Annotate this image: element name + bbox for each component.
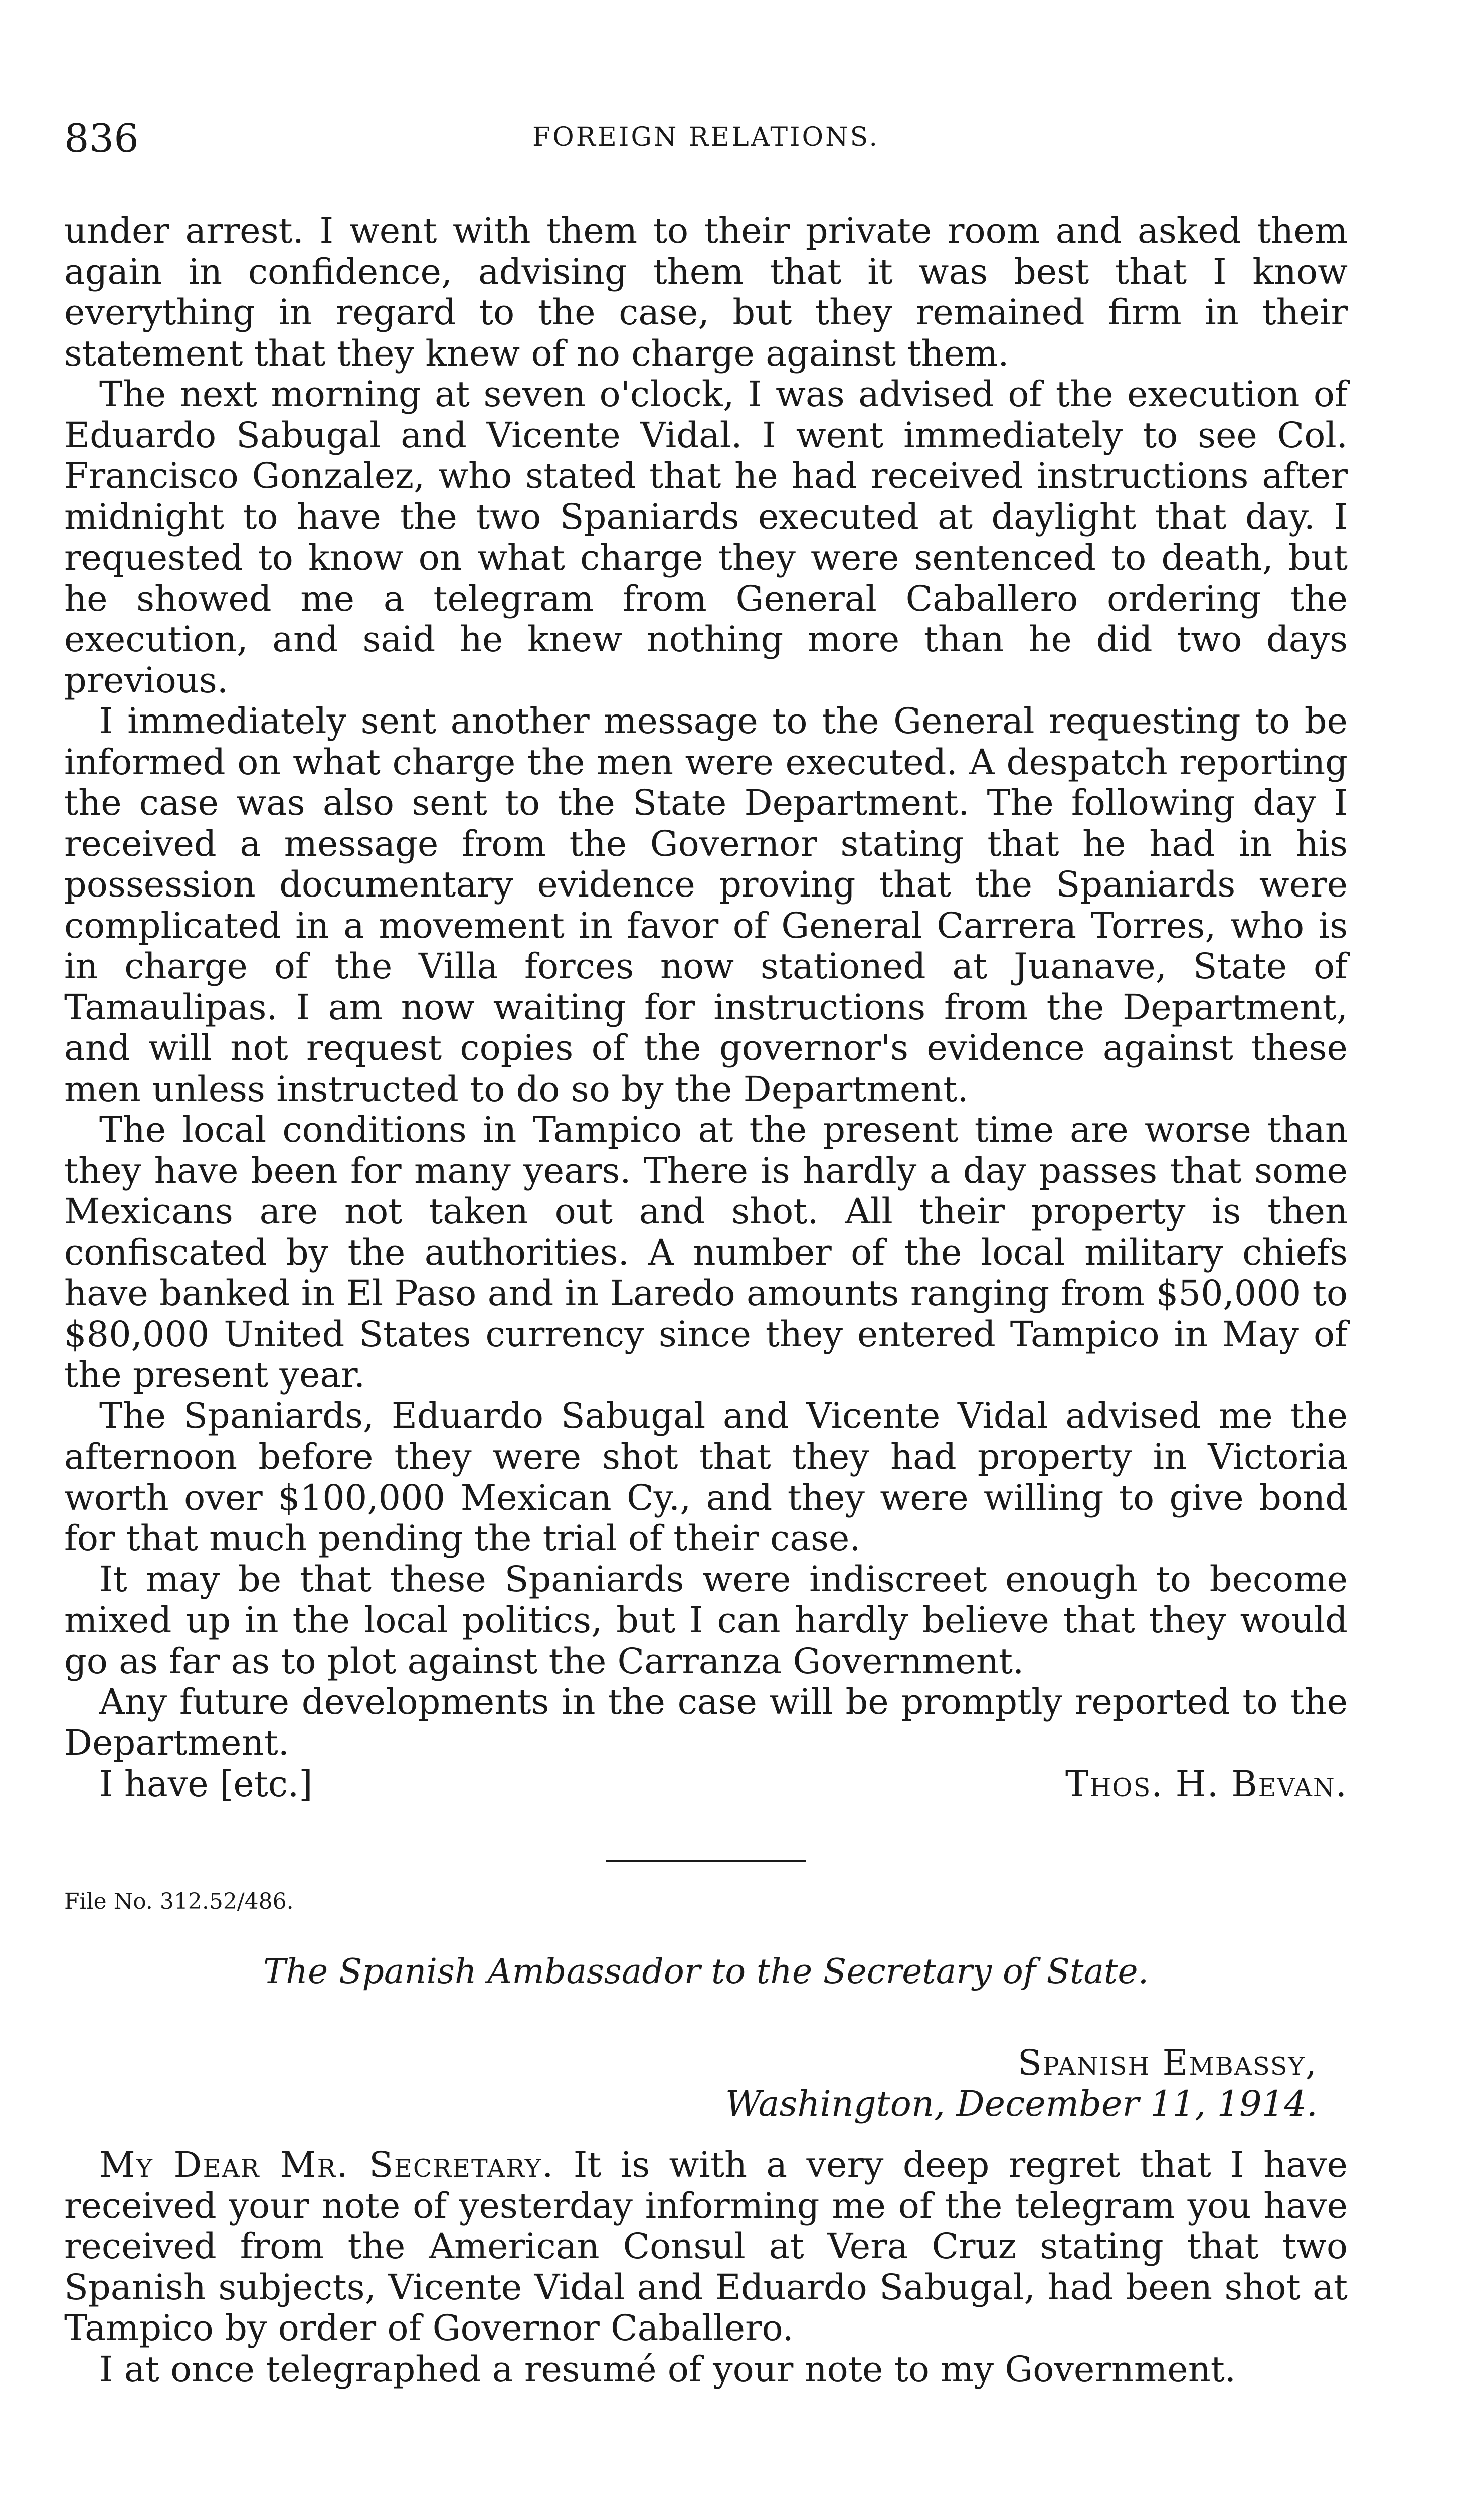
letter2-address-line: Spanish Embassy,: [1017, 2042, 1318, 2083]
letter1-paragraph-5: The Spaniards, Eduardo Sabugal and Vicente Vidal advised me the afternoon before they were shot that they had property in Victoria worth over $100,000 Mexican Cy., and they were willing to give bond for that much pending the trial of their case.: [64, 1395, 1348, 1559]
letter1-closing: I have [etc.]: [99, 1763, 313, 1805]
letter2-paragraph-2: I at once telegraphed a resumé of your note to my Government.: [99, 2348, 1236, 2390]
page-body: [64, 211, 1348, 2390]
page-number: 836: [64, 116, 139, 161]
letter1-paragraph-4: The local conditions in Tampico at the present time are worse than they have been for many years. There is hardly a day passes that some Mexicans are not taken out and shot. All their property is then confiscated by the authorities. A number of the local military chiefs have banked in El Paso and in Laredo amounts ranging from $50,000 to $80,000 United States currency since they entered Tampico in May of the present year.: [64, 1109, 1348, 1395]
letter1-paragraph-3: I immediately sent another message to the General requesting to be informed on what charge the men were executed. A despatch reporting the case was also sent to the State Department. The following day I received a message from the Governor stating that he had in his possession documentary evidence proving that the Spaniards were complicated in a movement in favor of General Carrera Torres, who is in charge of the Villa forces now stationed at Juanave, State of Tamaulipas. I am now waiting for instructions from the Department, and will not request copies of the governor's evidence against these men unless instructed to do so by the Department.: [64, 700, 1348, 1110]
letter1-paragraph-7: Any future developments in the case will be promptly reported to the Department.: [64, 1681, 1348, 1763]
letter1-signature: Thos. H. Bevan.: [1065, 1763, 1348, 1805]
running-title: FOREIGN RELATIONS.: [532, 122, 879, 152]
spacer: [64, 2124, 1348, 2144]
letter2-paragraph-1-text: It is with a very deep regret that I have received your note of yesterday informing me of the telegram you have received from the American Consul at Vera Cruz stating that two Spanish subjects, Vicente Vidal and Eduardo Sabugal, had been shot at Tampico by order of Governor Caballero.: [64, 2144, 1348, 2349]
file-number: File No. 312.52/486.: [64, 1889, 294, 1914]
letter2-date-line: Washington, December 11, 1914.: [725, 2083, 1318, 2124]
letter2-salutation: My Dear Mr. Secretary.: [99, 2144, 554, 2185]
letter1-paragraph-6: It may be that these Spaniards were indiscreet enough to become mixed up in the local politics, but I can hardly believe that they would go as far as to plot against the Carranza Government.: [64, 1558, 1348, 1682]
letter2-title: The Spanish Ambassador to the Secretary of State.: [263, 1952, 1149, 1992]
page-header: [64, 116, 1348, 176]
letter1-closing-row: [64, 1763, 1348, 1805]
letter1-paragraph-2: The next morning at seven o'clock, I was advised of the execution of Eduardo Sabugal and Vicente Vidal. I went immediately to see Col. Francisco Gonzalez, who stated that he had received instructions after midnight to have the two Spaniards executed at daylight that day. I requested to know on what charge they were sentenced to death, but he showed me a telegram from General Caballero ordering the execution, and said he knew nothing more than he did two days previous.: [64, 374, 1348, 701]
letter2-paragraph-1: [64, 2144, 1348, 2349]
letter2-address: [64, 2042, 1348, 2124]
section-divider: [606, 1860, 806, 1862]
letter1-paragraph-1: under arrest. I went with them to their private room and asked them again in confidence, advising them that it was best that I know everything in regard to the case, but they remained firm in their statement that they knew of no charge against them.: [64, 210, 1348, 374]
